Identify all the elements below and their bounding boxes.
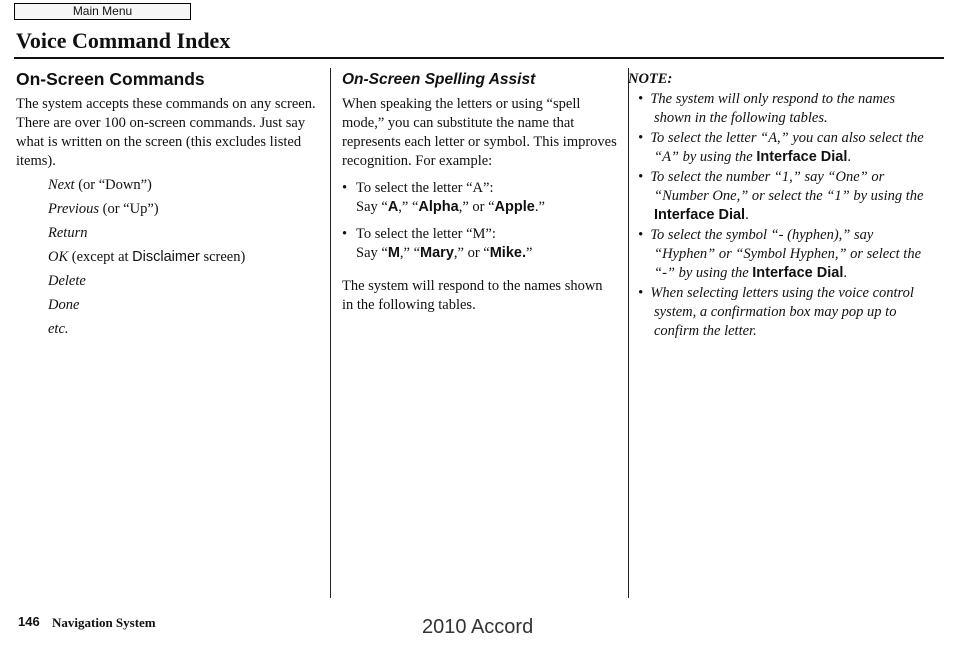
note-3: • To select the number “1,” say “One” or “Number One,” or select the “1” by using the Interface Dial.	[638, 169, 924, 223]
section-heading: On-Screen Spelling Assist	[342, 71, 536, 88]
note-5: • When selecting letters using the voice control system, a confirmation box may pop up to confirm the letter.	[638, 285, 914, 339]
command-previous: Previous (or “Up”)	[48, 201, 159, 217]
column-divider-1	[330, 68, 331, 598]
note-1: • The system will only respond to the names shown in the following tables.	[638, 91, 896, 126]
page-number: 146	[18, 614, 40, 629]
example-letter-a: • To select the letter “A”: Say “A,” “Alpha,” or “Apple.”	[342, 179, 617, 217]
outro-text: The system will respond to the names shown in the following tables.	[342, 278, 603, 313]
watermark: 2010 Accord	[422, 616, 534, 638]
command-next: Next (or “Down”)	[48, 177, 152, 193]
column-on-screen-commands	[16, 70, 316, 339]
intro-text: When speaking the letters or using “spell mode,” you can substitute the name that represents each letter or symbol. This improves recognition. For example:	[342, 96, 617, 169]
note-4: • To select the symbol “- (hyphen),” say “Hyphen” or “Symbol Hyphen,” or select the “-” by using the Interface Dial.	[638, 227, 922, 281]
command-delete: Delete	[48, 273, 86, 289]
column-spelling-assist	[342, 70, 617, 315]
command-ok: OK (except at Disclaimer screen)	[48, 249, 246, 265]
note-heading: NOTE:	[628, 71, 673, 87]
column-notes	[628, 70, 928, 341]
section-heading: On-Screen Commands	[16, 69, 205, 89]
example-letter-m: • To select the letter “M”: Say “M,” “Mary,” or “Mike.”	[342, 225, 617, 263]
title-rule	[14, 57, 944, 59]
note-2: • To select the letter “A,” you can also select the “A” by using the Interface Dial.	[638, 130, 924, 165]
section-label: Navigation System	[52, 615, 156, 630]
main-menu-button[interactable]: Main Menu	[14, 3, 191, 20]
command-return: Return	[48, 225, 88, 241]
intro-text: The system accepts these commands on any screen. There are over 100 on-screen commands. Just say what is written on the screen (this excludes listed items).	[16, 96, 316, 169]
command-etc: etc.	[48, 321, 69, 337]
page-title: Voice Command Index	[16, 28, 231, 53]
command-done: Done	[48, 297, 80, 313]
